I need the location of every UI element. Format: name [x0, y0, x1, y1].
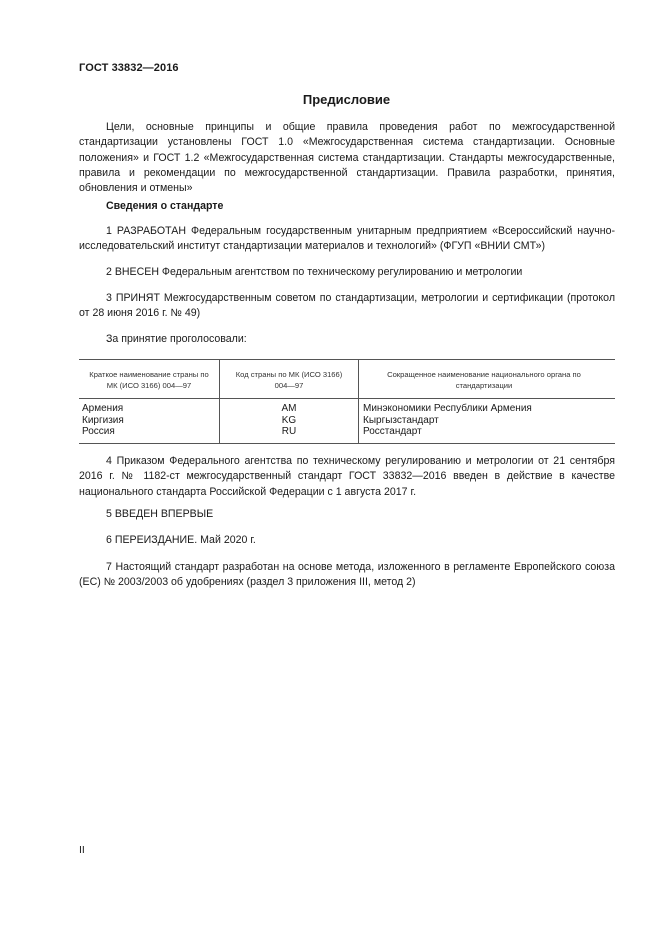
table-cell-body: Росстандарт	[363, 426, 422, 438]
table-column-body	[363, 403, 613, 438]
table-cell-code: AM	[281, 403, 297, 414]
table-cell-code: RU	[281, 426, 297, 438]
table-cell-body: Кыргызстандарт	[363, 414, 439, 426]
item-2-paragraph: 2 ВНЕСЕН Федеральным агентством по техническому регулированию и метрологии	[106, 266, 523, 278]
table-header-country: Краткое наименование страны по МК (ИСО 3166) 004—97	[89, 370, 209, 390]
item-5-paragraph: 5 ВВЕДЕН ВПЕРВЫЕ	[106, 508, 214, 520]
page-number: II	[79, 844, 85, 856]
item-6-paragraph: 6 ПЕРЕИЗДАНИЕ. Май 2020 г.	[106, 534, 256, 546]
table-cell-country: Киргизия	[82, 414, 124, 426]
table-header-divider	[79, 398, 615, 399]
table-cell-country: Армения	[82, 403, 124, 414]
item-1-paragraph: 1 РАЗРАБОТАН Федеральным государственным унитарным предприятием «Всероссийский научно-исследовательский институт стандартизации материалов и технологий» (ФГУП «ВНИИ СМТ»)	[79, 225, 615, 253]
voted-label: За принятие проголосовали:	[106, 333, 247, 345]
voting-table	[79, 359, 615, 444]
intro-paragraph: Цели, основные принципы и общие правила проведения работ по межгосударственной стандартизации установлены ГОСТ 1.0 «Межгосударственная система стандартизации. Основные положения» и ГОСТ 1.2 «Межгосударственная система стандартизации. Стандарты межгосударственные, правила и рекомендации по межгосударственной стандартизации. Правила разработки, принятия, обновления и отмены»	[79, 121, 615, 195]
section-heading: Сведения о стандарте	[106, 200, 224, 212]
table-cell-body: Минэкономики Республики Армения	[363, 403, 532, 414]
table-cell-country: Россия	[82, 426, 115, 438]
table-cell-code: KG	[281, 414, 297, 426]
table-column-code	[220, 403, 358, 438]
table-column-divider	[358, 360, 359, 443]
table-column-country	[82, 403, 214, 438]
item-7-paragraph: 7 Настоящий стандарт разработан на основе метода, изложенного в регламенте Европейского союза (ЕС) № 2003/2003 об удобрениях (раздел 3 приложения III, метод 2)	[79, 561, 615, 589]
item-4-paragraph: 4 Приказом Федерального агентства по техническому регулированию и метрологии от 21 сентября 2016 г. № 1182-ст межгосударственный стандарт ГОСТ 33832—2016 введен в действие в качестве национального стандарта Российской Федерации с 1 августа 2017 г.	[79, 455, 615, 498]
item-3-paragraph: 3 ПРИНЯТ Межгосударственным советом по стандартизации, метрологии и сертификации (протокол от 28 июня 2016 г. № 49)	[79, 292, 615, 320]
table-header-code: Код страны по МК (ИСО 3166) 004—97	[235, 370, 343, 390]
table-header-body: Сокращенное наименование национального органа по стандартизации	[387, 370, 581, 390]
page-title: Предисловие	[302, 92, 391, 107]
standard-header: ГОСТ 33832—2016	[79, 62, 179, 74]
